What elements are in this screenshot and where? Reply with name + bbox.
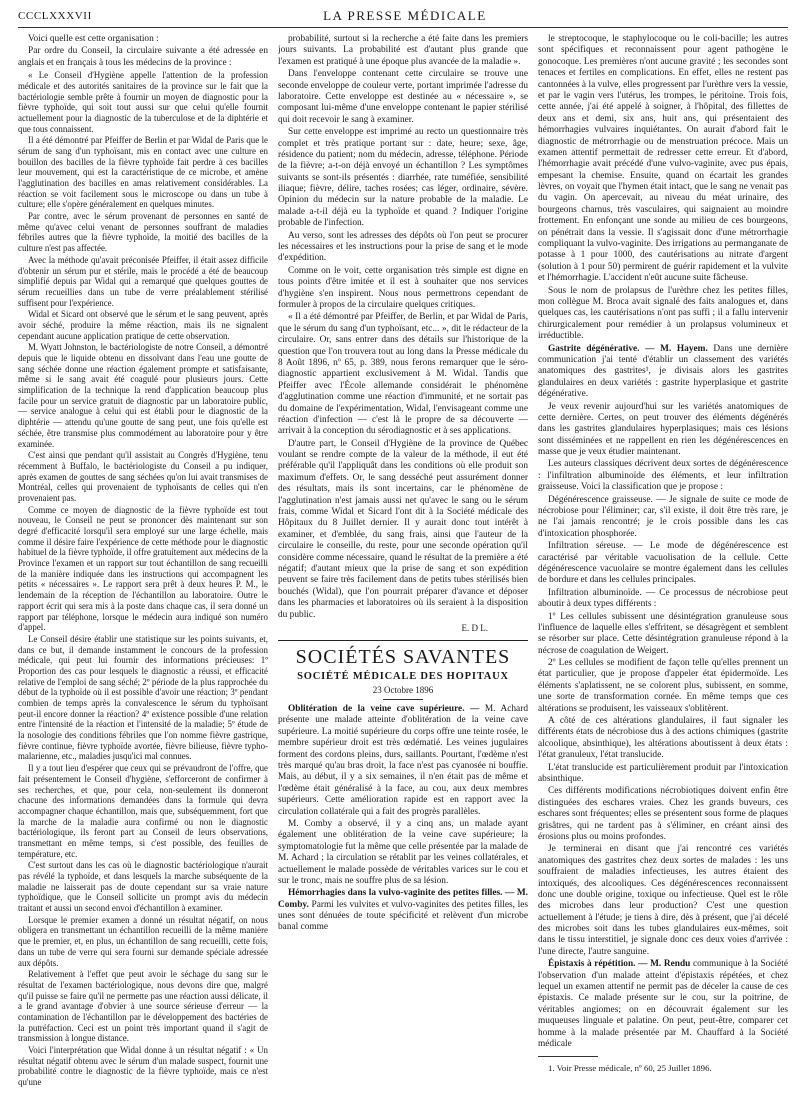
report-text: Infiltration albuminoïde. — Ce processus de nécrobiose peut aboutir à deux types différents : <box>538 587 788 610</box>
paragraph: Relativement à l'effet que peut avoir le séchage du sang sur le résultat de l'examen bactériologique, nous devons dire que, malgré qu'il puisse se faire qu'il ne permette pas une réaction aussi délicate, il a le grand avantage d'obvier à une source sérieuse d'erreur — la contamination de l'échantillon par le développement des bactéries de la putréfaction. Ceci est un point très important quand il s'agit de transmission à longue distance. <box>18 969 268 1044</box>
report-text: Infiltration séreuse. — Le mode de dégénérescence est caractérisé par véritable vacuolisation de la cellule. Cette dégénérescence vacuolaire se montre également dans les cellules de bordure et dans les cellules principales. <box>538 541 788 586</box>
paragraph <box>538 786 788 843</box>
journal-title: LA PRESSE MÉDICALE <box>323 8 487 23</box>
report-text: communique à la Société l'observation d'un malade atteint d'épistaxis répétées, et chez lequel un examen attentif ne permit pas de déceler la cause de ces épistaxis. Ce malade présente sur le cou, sur la poitrine, de véritables angiomes; on en découvrait également sur les muqueuses linguale et palatine. On peut, peut-être, comparer cet homme à la malade présentée par M. Chauffard à la Société médicale <box>538 959 788 1049</box>
report-text: Je veux revenir aujourd'hui sur les variétés anatomiques de cette dernière. Certes, on peut trouver des éléments dégénérés dans les gastrites glandulaires hyperplasiques; mais ces lésions sont disséminées et ne rappellent en rien les dégénérescences en masse que je veux étudier maintenant. <box>538 401 788 458</box>
paragraph: Comme on le voit, cette organisation très simple est digne en tous points d'être imitée et il est à souhaiter que nos services d'hygiène s'en inspirent. Nous nous permettrons cependant de formuler à propos de la circulaire quelques critiques. <box>278 265 528 310</box>
paragraph <box>538 541 788 587</box>
paragraph: Il a été démontré par Pfeiffer de Berlin et par Widal de Paris que le sérum de sang d'un typhoïsant, mis en contact avec une culture en bouillon des bacilles de la fièvre typhoïde fait perdre à ces bacilles leur mouvement, qui est la caractéristique de ce microbe, et amène l'agglutination des bacilles en amas relativement considérables. La réaction se voit facilement sous le microscope ou dans un tube à culture; elle s'opère généralement en quelques minutes. <box>18 135 268 210</box>
report-heading: Gastrite dégénérative. — M. Hayem. <box>548 343 708 354</box>
paragraph: Par contre, avec le sérum provenant de personnes en santé de même qu'avec celui venant de personnes souffrant de maladies fébriles autres que la fièvre typhoïde, la moitié des bacilles de la culture n'est pas affectée. <box>18 211 268 254</box>
paragraph <box>538 495 788 541</box>
column-2-reports <box>278 704 528 934</box>
paragraph: C'est ainsi que pendant qu'il assistait au Congrès d'Hygiène, tenu récemment à Buffalo, le bactériologiste du Conseil a pu indiquer, après examen de gouttes de sang séchées qu'on lui avait transmises de Montréal, celles qui provenaient de typhoïsants de celles qui n'en provenaient pas. <box>18 450 268 503</box>
paragraph: Widal et Sicard ont observé que le sérum et le sang peuvent, après avoir séché, produire la même réaction, mais ils ne signalent cependant aucune application pratique de cette observation. <box>18 309 268 341</box>
section-divider <box>278 640 528 641</box>
column-3-reports <box>538 34 788 1050</box>
society-name: SOCIÉTÉ MÉDICALE DES HOPITAUX <box>297 671 509 683</box>
short-rule <box>383 699 423 700</box>
paragraph: Au verso, sont les adresses des dépôts où l'on peut se procurer les nécessaires et les instructions pour la prise de sang et le mode d'expédition. <box>278 230 528 264</box>
report-text: A côté de ces altérations glandulaires, il faut signaler les différents états de nécrobiose dus à des actions chimiques (gastrite alcoolique, absinthique), les altérations aboutissent à deux états : l'état granuleux, l'état translucide. <box>538 716 788 761</box>
paragraph <box>538 959 788 1050</box>
paragraph: Voici quelle est cette organisation : <box>28 34 159 44</box>
report-text: le streptocoque, le staphylocoque ou le coli-bacille; les autres sont spécifiques et reconnaissent pour agent pathogène le gonocoque. Les premières n'ont aucune gravité ; les secondes sont tenaces et fertiles en complications. En effet, elles ne restent pas cantonnées à la vulve, elles progressent par l'urèthre vers la vessie, et par le vagin vers l'utérus, les trompes, le péritoine. Trois fois, cette année, j'ai été appelé à soigner, à l'hôpital, des fillettes de deux ans et demi, six ans, huit ans, qui présentaient des hémorrhagies vulvaires inquiétantes. On aurait d'abord fait le diagnostic de métrorrhagie ou de menstruation précoce. Mais un examen attentif permettait de redresser cette erreur. Et d'abord, l'hémorrhagie avait précédé d'une vulvo-vaginite, avec pus épais, empesant la chemise. Ensuite, quand on écartait les grandes lèvres, on voyait que l'hymen était intact, que le sang ne venait pas du vagin. On apercevait, au niveau du méat urinaire, des bourgeons charnus, très vasculaires, qui saignaient au moindre frottement. En enfonçant une sonde au milieu de ces bourgeons, on pénétrait dans la vessie. Il s'agissait donc d'une métrorrhagie compliquant la vulvo-vaginite. Des irrigations au permanganate de potasse à 1 pour 1000, des cautérisations au nitrate d'argent (solution à 1 pour 50) permirent de guérir rapidement et la vulvite et l'hémorrhagie. L'accident n'eût aucune suite fâcheuse. <box>538 34 788 284</box>
paragraph: Il y a tout lieu d'espérer que ceux qui se prévaudront de l'offre, que fait présentement le Conseil d'hygiène, s'efforceront de confirmer à ses recherches, et que, pour cela, non-seulement ils donneront chacune des informations demandées dans la formule qui devra accompagner chaque échantillon, mais que, subséquemment, fort que la marche de la maladie aura confirmé ou non le diagnostic bactériologique, ils feront part au Conseil de leurs observations, transmettant en même temps, si c'est possible, des feuilles de température, etc. <box>18 763 268 859</box>
paragraph <box>538 286 788 343</box>
paragraph <box>278 819 528 887</box>
paragraph: D'autre part, le Conseil d'Hygiène de la province de Québec voulant se rendre compte de la valeur de la méthode, il eut été préférable qu'il l'appliquât dans les conditions où elle produit son maximum d'effets. Or, le sang desséché peut assurément donner des résultats, mais ils sont incertains, car le phénomène de l'agglutination n'est jamais aussi net qu'avec le sang ou le sérum frais, comme Widal et Sicard l'ont dit à la Société médicale des Hôpitaux du 8 Juillet dernier. Il y aurait donc tout intérêt à examiner, et d'emblée, du sang frais, ainsi que l'auteur de la circulaire le conseille, du reste, pour une seconde opération qu'il considère comme nécessaire, quand le résultat de la première a été négatif; d'autant mieux que la prise de sang et son expédition peuvent se faire très facilement dans de petits tubes stérilisés bien bouchés (Widal), que l'on pourrait préparer d'avance et déposer dans les pharmacies et laboratoires où ils seraient à la disposition du public. <box>278 438 528 620</box>
report-text: Parmi les vulvites et vulvo-vaginites des petites filles, les unes sont dénuées de toute spécificité et relèvent d'un microbe banal comme <box>278 899 528 933</box>
paragraph: C'est surtout dans les cas où le diagnostic bactériologique n'aurait pas révélé la typhoïde, et dans lesquels la marche subséquente de la maladie ne laisserait pas de doute cependant sur sa vraie nature typhoïdique, que le Conseil sollicite un prompt avis du médecin traitant et aussi un second envoi d'échantillon à examiner. <box>18 860 268 914</box>
report-text: Dégénérescence graisseuse. — Je signale de suite ce mode de nécrobiose pour l'éliminer; car, s'il existe, il doit être très rare, je ne l'ai jamais rencontré; je le crois possible dans les cas d'intoxication phosphorée. <box>538 494 788 539</box>
report-text: Je terminerai en disant que j'ai rencontré ces variétés anatomiques des gastrites chez deux sortes de malades : les uns souffraient de maladies infectieuses, les autres étaient des intoxiqués, des alcooliques. Ces dégénérescences reconnaissent donc une double origine, toxique ou infectieuse. Quel est le rôle des microbes dans leur production? C'est une question actuellement à l'étude; je tiens à dire, dès à présent, que j'ai décelé des microbes soit dans les tubes glandulaires eux-mêmes, soit dans le tissu interstitiel, je signale donc ces deux voies d'arrivée : l'une directe, l'autre sanguine. <box>538 844 788 957</box>
report-text: M. Achard présente une malade atteinte d'oblitération de la veine cave supérieure. La moitié supérieure du corps offre une teinte rosée, le membre supérieur droit est très œdématié. Les veines jugulaires forment des cordons pleins, durs, saillants. Pourtant, l'œdème n'est très marqué qu'au bras droit, la face n'est pas cyanosée ni bouffie. Mais, au début, il y a six semaines, il n'en était pas de même et l'œdème était généralisé à la face, au cou, aux deux membres supérieurs. Cette amélioration rapide est en rapport avec la circulation collatérale qui a fait des progrès parallèles. <box>278 704 528 817</box>
report-heading: Oblitération de la veine cave supérieure. — <box>288 704 480 715</box>
footnote-rule <box>538 1056 598 1057</box>
paragraph: Sur cette enveloppe est imprimé au recto un questionnaire très complet et très pratique portant sur : date, heure; sexe, âge, résidence du patient; nom du médecin, adresse, téléphone. Période de la fièvre; a-t-on déjà envoyé un échantillon ? Les symptômes suivants se sont-ils présentés : diarrhée, rate tuméfiée, sensibilité iliaque; fièvre, délire, taches rosées; cas léger, ordinaire, sévère. Opinion du médecin sur la nature probable de la maladie. Le malade a-t-il déjà eu la typhoïde et quand ? Indiquer l'origine probable de l'infection. <box>278 127 528 229</box>
report-heading: Hémorrhagies dans la vulvo-vaginite des petites filles. — M. Comby. <box>278 888 528 910</box>
report-text: 2º Les cellules se modifient de façon telle qu'elles prennent un état particulier, que je propose d'appeler état épidermoïde. Les éléments s'aplatissent, ne se colorent plus, subissent, en somme, une sorte de transformation cornée. En même temps que ces altérations se produisent, les vaisseaux s'oblitèrent. <box>538 658 788 714</box>
paragraph <box>538 588 788 611</box>
paragraph: Par ordre du Conseil, la circulaire suivante a été adressée en anglais et en français à tous les médecins de la province : <box>18 46 268 68</box>
running-header <box>18 8 788 28</box>
paragraph: Voici l'interprétation que Widal donne à un résultat négatif : « Un résultat négatif obtenu avec le sérum d'un malade suspect, fournit une probabilité contre le diagnostic de la fièvre typhoïde, mais ce n'est qu'une <box>18 1045 268 1088</box>
footnote: 1. Voir Presse médicale, nº 60, 25 Juillet 1896. <box>548 1063 712 1074</box>
session-date: 23 Octobre 1896 <box>372 685 434 696</box>
paragraph: « Le Conseil d'Hygiène appelle l'attention de la profession médicale et des autorités sanitaires de la province sur le fait que la bactériologie semble prête à fournir un moyen de diagnostic pour la fièvre typhoïde, qui soit tout aussi sur que celui qu'elle fournit actuellement pour la diagnostic de la tuberculose et de la diphtérie et que tous connaissent. <box>18 70 268 134</box>
editorial-signature: E. D L. <box>461 622 488 633</box>
report-text: Les auteurs classiques décrivent deux sortes de dégénérescence : l'infiltration albuminoïde des éléments, et leur infiltration graisseuse. Voici la classification que je propose : <box>538 459 788 493</box>
paragraph: Dans l'enveloppe contenant cette circulaire se trouve une seconde enveloppe de couleur verte, portant imprimée l'adresse du laboratoire. Cette enveloppe est destinée au « nécessaire », se composant lui-même d'une enveloppe contenant le papier stérilisé qui doit recevoir le sang à examiner. <box>278 69 528 125</box>
report-text: 1º Les cellules subissent une désintégration granuleuse sous l'influence de laquelle elles s'effritent, se désagrègent et semblent se résorber sur place. Cette désintégration granuleuse répond à la nécrose de coagulation de Weigert. <box>538 611 788 656</box>
paragraph: Avec la méthode qu'avait préconisée Pfeiffer, il était assez difficile d'obtenir un sérum pur et stérile, mais le procédé a été de beaucoup simplifié depuis par Widal qui a remarqué que quelques gouttes de sérum recueillies dans un tube de verre préalablement stérilisé suffisent pour l'expérience. <box>18 254 268 308</box>
report-text: Sous le nom de prolapsus de l'urèthre chez les petites filles, mon collègue M. Broca avait signalé des faits analogues et, dans quelques cas, les cautérisations n'ont pas suffi ; il a fallu intervenir chirurgicalement pour remédier à un prolapsus volumineux et irréductible. <box>538 285 788 342</box>
report-text: Dans une dernière communication j'ai tenté d'établir un classement des variétés anatomiques des gastrites¹, je divisais alors les gastrites glandulaires en deux variétés : gastrite hyperplasique et gastrite dégénérative. <box>538 343 788 400</box>
paragraph <box>538 763 788 786</box>
paragraph: M. Wyatt Johnston, le bactériologiste de notre Conseil, a démontré depuis que le liquide obtenu en dissolvant dans l'eau une goutte de sang séchée donne une réaction également prompte et satisfaisante, même si le sang avait été coagulé pour plusieurs jours. Cette simplification de la technique la rend d'application beaucoup plus facile pour un service gratuit de diagnostic par un laboratoire public, — service analogue à celui qui est établi pour le diagnostic de la diphtérie — attendu qu'une goutte de sang peut, une fois qu'elle est séchée, être transmise plus commodément au laboratoire pour y être examinée. <box>18 342 268 449</box>
paragraph <box>278 888 528 934</box>
paragraph <box>538 34 788 285</box>
paragraph <box>538 716 788 762</box>
section-title: SOCIÉTÉS SAVANTES <box>295 645 511 668</box>
paragraph <box>538 844 788 958</box>
column-3 <box>538 34 788 1104</box>
paragraph <box>538 459 788 493</box>
column-2-editorial <box>278 34 528 621</box>
paragraph <box>538 344 788 401</box>
paragraph <box>278 704 528 818</box>
report-text: M. Comby a observé, il y a cinq ans, un malade ayant également une oblitération de la veine cave supérieure; la symptomatologie fut la même que celle présentée par la malade de M. Achard ; la circulation se rétablit par les veines collatérales, et actuellement le malade possède de véritables varices sur le cou et sur le tronc, mais ne souffre plus de sa lésion. <box>278 818 528 886</box>
paragraph <box>538 612 788 658</box>
paragraph: Comme ce moyen de diagnostic de la fièvre typhoïde est tout nouveau, le Conseil ne peut se prononcer dès maintenant sur son degré d'efficacité lorsqu'il sera employé sur une large échelle, mais comme il désire faire l'expérience de cette méthode pour le diagnostic habituel de la fièvre typhoïde, il offre gratuitement aux médecins de la Province l'examen et un rapport sur tout échantillon de sang recueilli de la manière indiquée dans les instructions qui accompagnent les petits « nécessaires ». Le rapport sera prêt à deux heures P. M., le lendemain de la réception de l'échantillon au laboratoire. Outre le rapport écrit qui sera mis à la poste dans chaque cas, il sera donné un rapport par téléphone, lorsque le médecin aura indiqué son numéro d'appel. <box>18 504 268 633</box>
report-text: Ces différents modifications nécrobiotiques doivent enfin être distinguées des eschares vraies. Chez les grands buveurs, ces eschares sont fréquentes; elles se présentent sous forme de plaques grisâtres, qui ne tardent pas à s'éliminer, en créant ainsi des érosions plus ou moins profondes. <box>538 786 788 842</box>
paragraph: Lorsque le premier examen a donné un résultat négatif, on nous obligera en transmettant un échantillon recueilli de la même manière que le premier, et, en plus, un échantillon de sang recueilli, cette fois, dans un tube de verre qui sera fourni sur demande spéciale adressée aux dépôts. <box>18 914 268 968</box>
paragraph: « Il a été démontré par Pfeiffer, de Berlin, et par Widal de Paris, que le sérum du sang d'un typhoïsant, etc... », dit le rédacteur de la circulaire. Or, sans entrer dans des détails sur l'historique de la question que l'on trouvera tout au long dans la Presse médicale du 8 Août 1896, nº 65, p. 389, nous ferons remarquer que le séro-diagnostic appartient exclusivement à M. Widal. Tandis que Pfeiffer avec l'École allemande considérait le phénomène d'agglutination comme une réaction d'immunité, et ne sortait pas du domaine de l'expérimentation, Widal, l'envisageant comme une réaction d'infection — c'est là le propre de sa découverte — arrivait à la conception du sérodiagnostic et à ses applications. <box>278 312 528 437</box>
report-heading: Épistaxis à répétition. — M. Rendu <box>548 959 691 970</box>
column-1 <box>18 34 268 1104</box>
paragraph <box>538 402 788 459</box>
paragraph: Le Conseil désire établir une statistique sur les points suivants, et, dans ce but, il demande instamment le concours de la profession médicale, qui peut lui fournir des informations précieuses: 1º Proportion des cas pour lesquels le diagnostic a réussi, et efficacité relative de l'emploi de sang séché; 2º période de la plus rapprochée du début de la typhoïde où il est possible d'avoir une réaction; 3º pendant combien de temps après la convalescence le sérum du typhoïsant peut-il encore donner la réaction? 4º existence possible d'une relation entre l'intensité de la réaction et l'intensité de la maladie; 5º étude de la nosologie des conditions fébriles que l'on nomme fièvre gastrique, fièvre continue, fièvre typhoïde avortée, fièvre bilieuse, fièvre typho-malarienne, etc., maladies jusqu'ici mal connues. <box>18 633 268 762</box>
columns <box>18 34 788 1104</box>
page-number: CCCLXXXVII <box>18 10 92 22</box>
report-text: L'état translucide est particulièrement produit par l'intoxication absinthique. <box>538 762 788 784</box>
paragraph: probabilité, surtout si la recherche a été faite dans les premiers jours suivants. La probabilité est d'autant plus grande que l'examen est pratiqué à une époque plus avancée de la maladie ». <box>278 34 528 67</box>
paragraph <box>538 658 788 715</box>
column-2 <box>278 34 528 1104</box>
